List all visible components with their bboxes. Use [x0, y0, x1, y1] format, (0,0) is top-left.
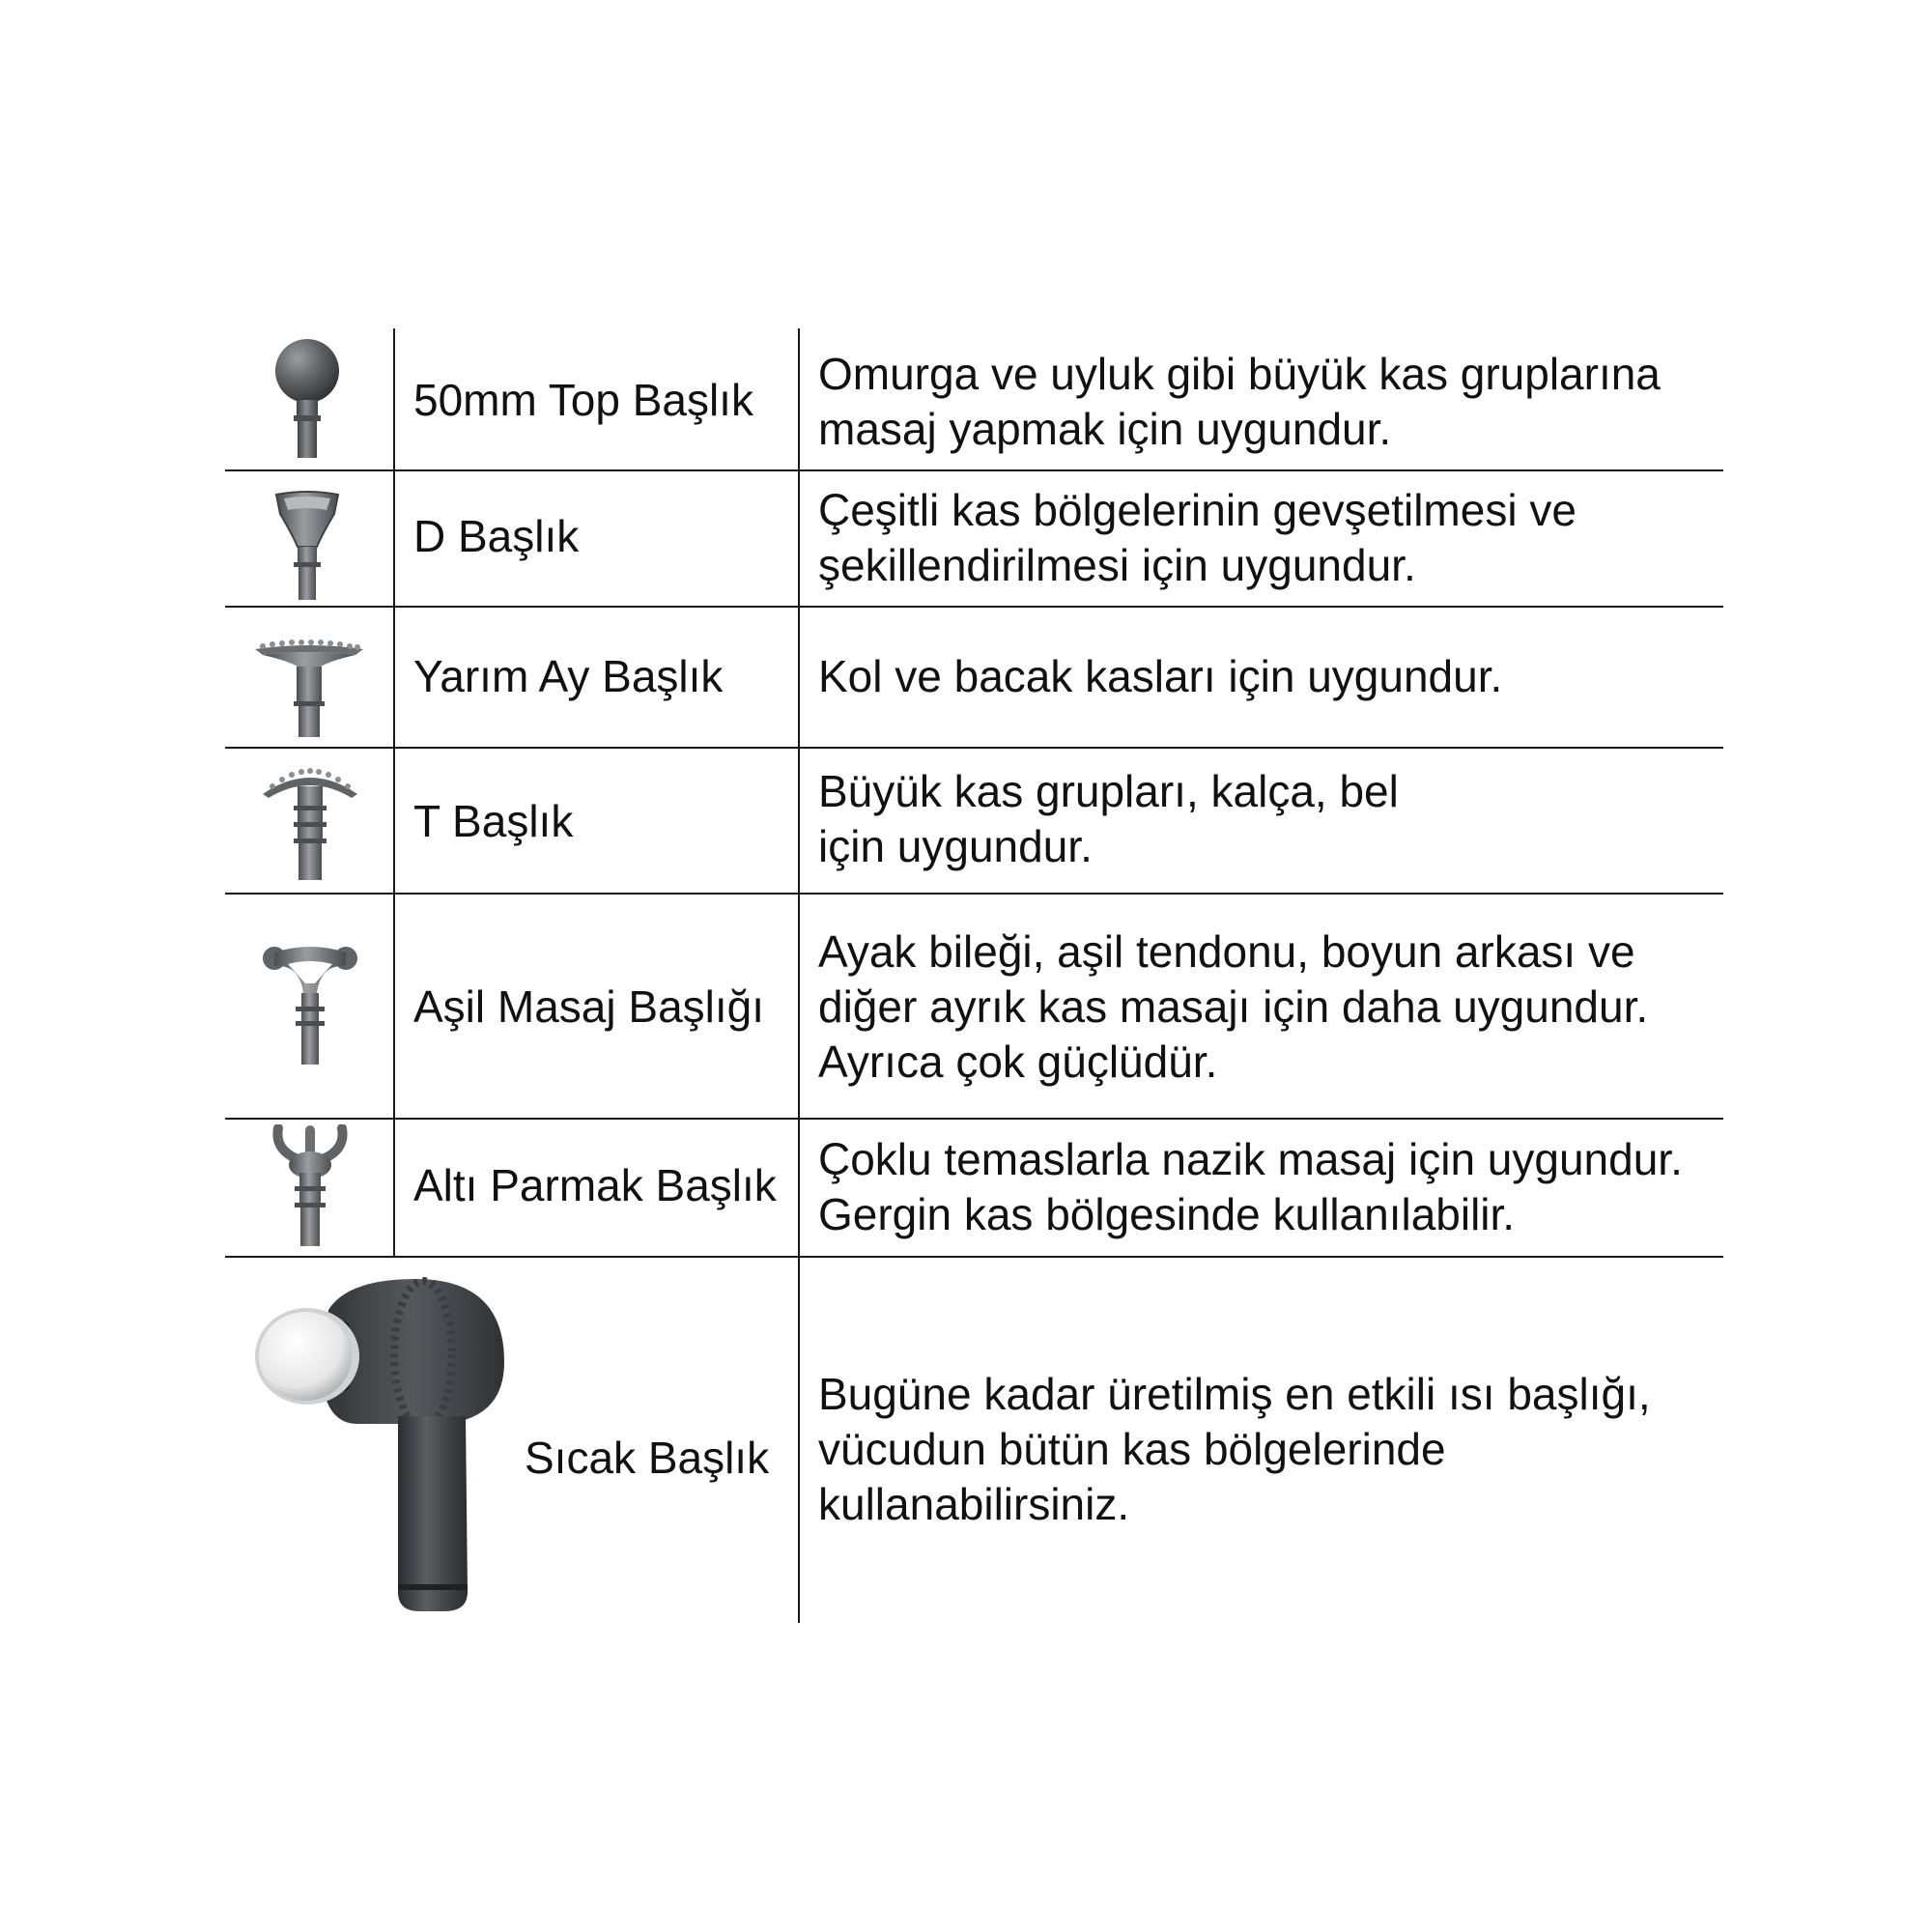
row-divider-2 [225, 606, 1723, 608]
attachment-description [818, 759, 1399, 879]
achilles-head-icon [259, 943, 361, 1066]
description-line: Büyük kas grupları, kalça, bel [818, 766, 1399, 816]
description-line: masaj yapmak için uygundur. [818, 404, 1392, 454]
description-line: vücudun bütün kas bölgelerinde [818, 1423, 1446, 1474]
description-line: Ayrıca çok güçlüdür. [818, 1036, 1218, 1087]
attachment-description [818, 1352, 1651, 1546]
description-line: Çoklu temaslarla nazik masaj için uygundur. [818, 1134, 1683, 1184]
attachment-description [818, 618, 1502, 734]
attachment-name: 50mm Top Başlık [413, 375, 753, 425]
row-divider-1 [225, 469, 1723, 471]
attachment-name: Sıcak Başlık [525, 1433, 770, 1483]
description-line: Omurga ve uyluk gibi büyük kas gruplarına [818, 349, 1661, 399]
half-moon-head-icon [253, 638, 365, 738]
row-divider-3 [225, 747, 1723, 749]
t-head-icon [259, 761, 361, 881]
row-divider-6 [225, 1256, 1723, 1258]
description-line: diğer ayrık kas masajı için daha uygundur. [818, 980, 1649, 1032]
column-divider-2 [798, 328, 800, 1623]
attachment-name: Yarım Ay Başlık [413, 651, 724, 701]
attachment-name: Aşil Masaj Başlığı [413, 981, 765, 1032]
description-line: kullanabilirsiniz. [818, 1478, 1130, 1529]
description-line: Ayak bileği, aşil tendonu, boyun arkası ve [818, 925, 1635, 977]
description-line: için uygundur. [818, 821, 1093, 871]
description-line: Gergin kas bölgesinde kullanılabilir. [818, 1189, 1516, 1239]
row-divider-5 [225, 1118, 1723, 1120]
attachment-description [818, 923, 1648, 1090]
description-line: Çeşitli kas bölgelerinin gevşetilmesi ve [818, 485, 1577, 535]
six-finger-head-icon [269, 1124, 352, 1248]
attachment-name: T Başlık [413, 796, 574, 846]
d-head-icon [270, 489, 344, 601]
attachment-description [818, 479, 1577, 597]
column-divider-1 [393, 328, 395, 1256]
row-divider-4 [225, 893, 1723, 895]
attachment-description [818, 1128, 1683, 1246]
description-line: şekillendirilmesi için uygundur. [818, 540, 1416, 590]
massage-gun-heated-head-icon [251, 1273, 512, 1613]
description-line: Kol ve bacak kasları için uygundur. [818, 650, 1503, 701]
ball-head-icon [269, 336, 346, 460]
description-line: Bugüne kadar üretilmiş en etkili ısı başlığı, [818, 1368, 1651, 1419]
attachment-name: D Başlık [413, 511, 580, 561]
attachment-name: Altı Parmak Başlık [413, 1160, 777, 1210]
attachment-description [818, 344, 1661, 460]
